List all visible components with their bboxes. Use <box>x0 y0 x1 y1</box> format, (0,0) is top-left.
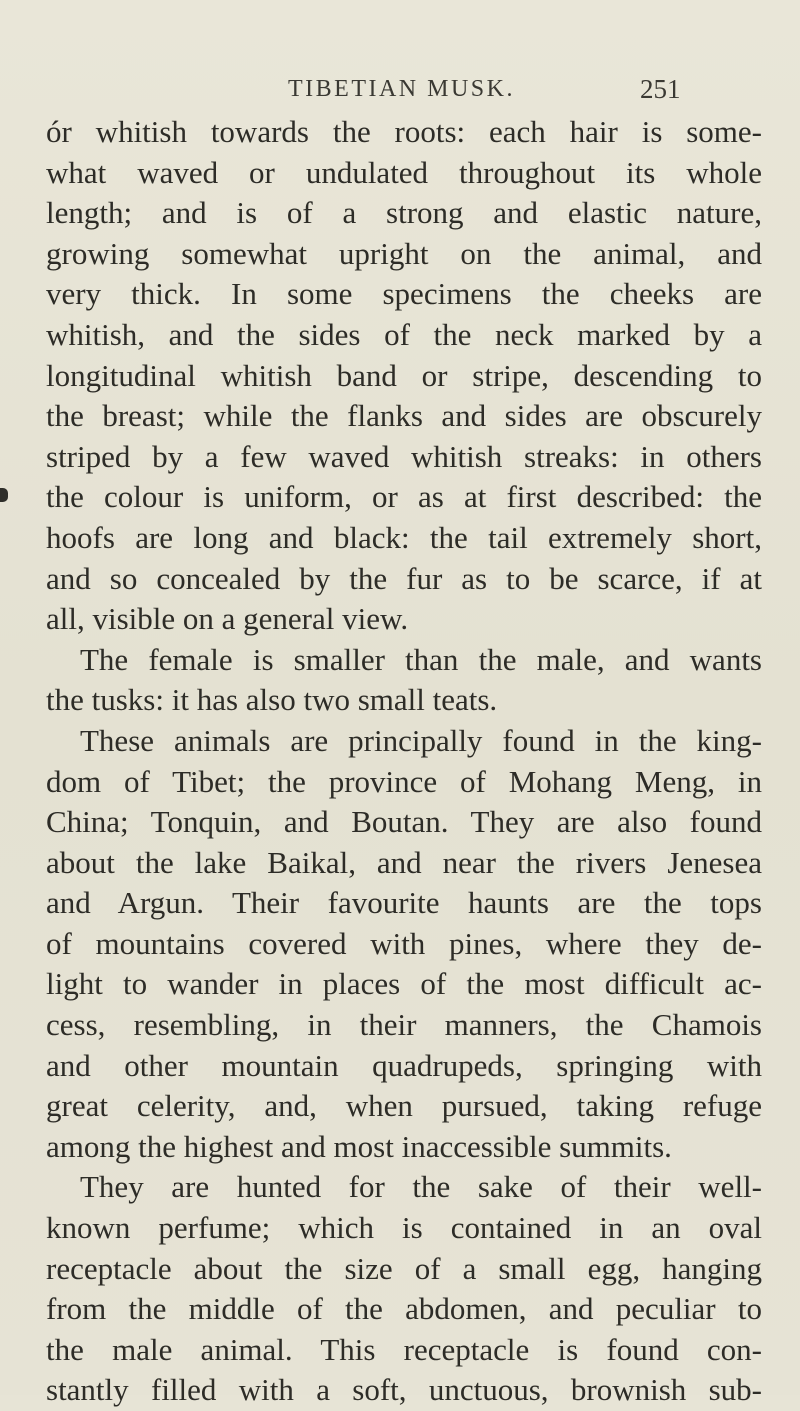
paragraph-end-line: all, visible on a general view. <box>46 601 409 637</box>
text-line: growing somewhat upright on the animal, and <box>46 235 762 271</box>
text-line: from the middle of the abdomen, and peculiar to <box>46 1291 762 1327</box>
text-line: great celerity, and, when pursued, taking refuge <box>46 1088 762 1124</box>
paragraph-start-line: They are hunted for the sake of their well- <box>80 1169 762 1205</box>
text-line: and Argun. Their favourite haunts are the tops <box>46 885 762 921</box>
text-line: longitudinal whitish band or stripe, descending to <box>46 357 762 393</box>
text-line: the colour is uniform, or as at first described: the <box>46 479 762 515</box>
paragraph-end-line: the tusks: it has also two small teats. <box>46 682 498 718</box>
text-line: very thick. In some specimens the cheeks are <box>46 276 762 312</box>
text-line: receptacle about the size of a small egg, hanging <box>46 1250 762 1286</box>
text-line: cess, resembling, in their manners, the Chamois <box>46 1007 762 1043</box>
text-line: length; and is of a strong and elastic nature, <box>46 195 762 231</box>
text-line: the breast; while the flanks and sides are obscurely <box>46 398 762 434</box>
text-line: and so concealed by the fur as to be scarce, if at <box>46 560 762 596</box>
text-line: China; Tonquin, and Boutan. They are also found <box>46 804 762 840</box>
text-line: the male animal. This receptacle is found con- <box>46 1331 762 1367</box>
running-title: TIBETIAN MUSK. <box>288 76 515 102</box>
text-line: ór whitish towards the roots: each hair is some- <box>46 114 762 149</box>
page-number: 251 <box>640 74 681 104</box>
text-line: striped by a few waved whitish streaks: in others <box>46 438 762 474</box>
paragraph-end-line: among the highest and most inaccessible summits. <box>46 1128 672 1164</box>
paragraph-start-line: These animals are principally found in the king- <box>80 722 762 758</box>
body-text <box>46 112 762 1411</box>
paragraph-start-line: The female is smaller than the male, and wants <box>80 641 762 677</box>
text-line: stantly filled with a soft, unctuous, brownish sub- <box>46 1372 762 1408</box>
text-line: whitish, and the sides of the neck marked by a <box>46 316 762 352</box>
text-line: of mountains covered with pines, where they de- <box>46 925 762 961</box>
text-line: what waved or undulated throughout its whole <box>46 154 762 190</box>
text-line: known perfume; which is contained in an oval <box>46 1210 762 1246</box>
text-line: hoofs are long and black: the tail extremely short, <box>46 519 762 555</box>
text-line: light to wander in places of the most difficult ac- <box>46 966 762 1002</box>
text-line: about the lake Baikal, and near the rivers Jenesea <box>46 844 762 880</box>
text-line: dom of Tibet; the province of Mohang Meng, in <box>46 763 762 799</box>
page-binding-mark <box>0 488 8 502</box>
text-line: and other mountain quadrupeds, springing with <box>46 1047 762 1083</box>
